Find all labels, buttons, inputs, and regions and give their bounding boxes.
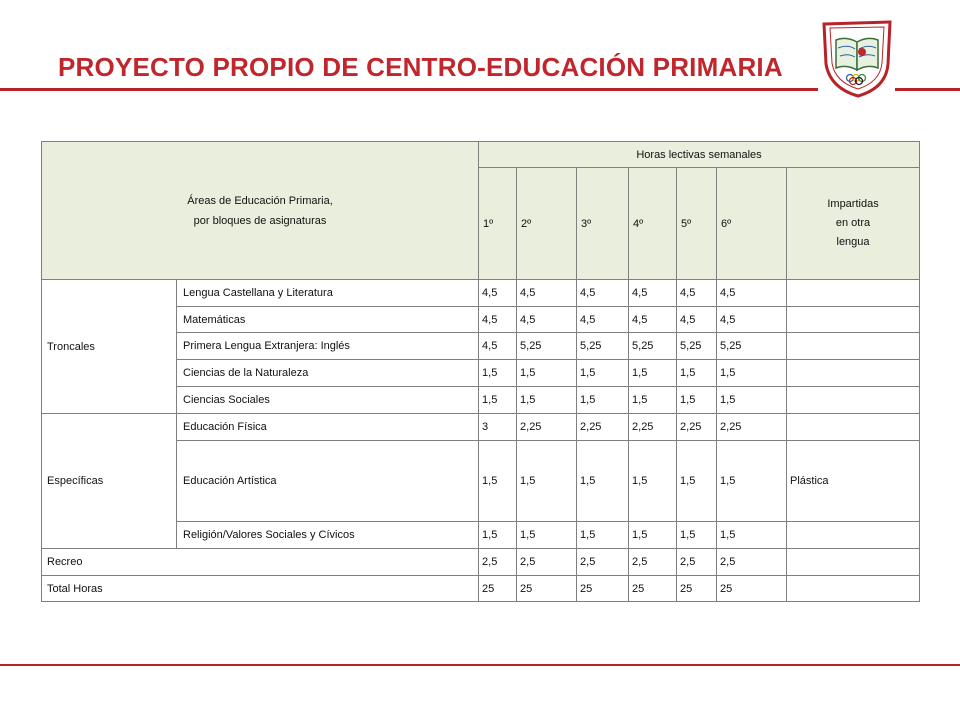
hours-cell: 2,5 (629, 549, 677, 576)
table-row (42, 414, 920, 441)
hours-cell: 1,5 (677, 522, 717, 549)
course-header: 4º (629, 168, 677, 280)
hours-cell: 5,25 (717, 333, 787, 360)
category-cell: Troncales (42, 280, 177, 414)
hours-cell: 2,25 (717, 414, 787, 441)
hours-cell: 2,5 (479, 549, 517, 576)
language-cell (787, 333, 920, 360)
recreo-label: Recreo (42, 549, 479, 576)
hours-cell: 25 (677, 576, 717, 602)
language-header-line3: lengua (836, 236, 870, 248)
header-rule-left (0, 88, 818, 91)
subject-cell: Educación Artística (177, 441, 479, 522)
hours-header: Horas lectivas semanales (479, 142, 920, 168)
language-cell (787, 387, 920, 414)
hours-cell: 1,5 (629, 387, 677, 414)
subject-cell: Primera Lengua Extranjera: Inglés (177, 333, 479, 360)
course-header: 6º (717, 168, 787, 280)
recreo-row (42, 549, 920, 576)
course-header: 2º (517, 168, 577, 280)
language-cell (787, 360, 920, 387)
hours-cell: 4,5 (677, 307, 717, 333)
language-header-line1: Impartidas (827, 198, 879, 210)
hours-cell: 1,5 (717, 441, 787, 522)
language-cell (787, 576, 920, 602)
hours-cell: 3 (479, 414, 517, 441)
hours-cell: 5,25 (677, 333, 717, 360)
hours-cell: 4,5 (479, 333, 517, 360)
hours-cell: 4,5 (717, 307, 787, 333)
hours-cell: 5,25 (517, 333, 577, 360)
hours-cell: 1,5 (517, 360, 577, 387)
area-header-line2: por bloques de asignaturas (193, 214, 327, 227)
hours-cell: 2,25 (517, 414, 577, 441)
page-title: PROYECTO PROPIO DE CENTRO-EDUCACIÓN PRIMARIA (58, 52, 783, 82)
language-cell (787, 414, 920, 441)
hours-cell: 1,5 (479, 360, 517, 387)
total-row (42, 576, 920, 602)
table-row (42, 280, 920, 307)
hours-cell: 4,5 (577, 307, 629, 333)
hours-cell: 4,5 (517, 280, 577, 307)
footer-rule (0, 664, 960, 666)
hours-cell: 5,25 (577, 333, 629, 360)
hours-cell: 1,5 (717, 387, 787, 414)
course-header: 1º (479, 168, 517, 280)
hours-cell: 25 (577, 576, 629, 602)
hours-cell: 1,5 (479, 441, 517, 522)
hours-cell: 1,5 (479, 522, 517, 549)
hours-cell: 1,5 (677, 387, 717, 414)
total-label: Total Horas (42, 576, 479, 602)
hours-cell: 4,5 (677, 280, 717, 307)
subject-cell: Religión/Valores Sociales y Cívicos (177, 522, 479, 549)
course-header: 3º (577, 168, 629, 280)
hours-cell: 1,5 (629, 441, 677, 522)
hours-cell: 25 (629, 576, 677, 602)
header-row-1 (42, 142, 920, 168)
language-cell (787, 307, 920, 333)
hours-cell: 1,5 (717, 522, 787, 549)
hours-cell: 1,5 (677, 441, 717, 522)
hours-cell: 25 (517, 576, 577, 602)
hours-cell: 4,5 (577, 280, 629, 307)
school-crest-logo (818, 18, 896, 98)
category-cell: Específicas (42, 414, 177, 549)
course-header: 5º (677, 168, 717, 280)
hours-cell: 4,5 (717, 280, 787, 307)
hours-cell: 2,25 (577, 414, 629, 441)
language-cell (787, 522, 920, 549)
hours-cell: 25 (717, 576, 787, 602)
hours-cell: 4,5 (479, 307, 517, 333)
subject-cell: Lengua Castellana y Literatura (177, 280, 479, 307)
hours-cell: 1,5 (577, 360, 629, 387)
hours-cell: 2,25 (629, 414, 677, 441)
subject-cell: Ciencias de la Naturaleza (177, 360, 479, 387)
hours-cell: 4,5 (479, 280, 517, 307)
subject-cell: Matemáticas (177, 307, 479, 333)
subject-cell: Educación Física (177, 414, 479, 441)
hours-cell: 1,5 (479, 387, 517, 414)
hours-cell: 2,5 (517, 549, 577, 576)
hours-cell: 2,5 (717, 549, 787, 576)
hours-cell: 1,5 (517, 441, 577, 522)
subject-cell: Ciencias Sociales (177, 387, 479, 414)
hours-cell: 2,25 (677, 414, 717, 441)
hours-cell: 1,5 (629, 522, 677, 549)
hours-cell: 1,5 (577, 387, 629, 414)
hours-cell: 1,5 (517, 522, 577, 549)
hours-cell: 4,5 (629, 280, 677, 307)
hours-cell: 2,5 (677, 549, 717, 576)
hours-cell: 4,5 (517, 307, 577, 333)
schedule-table (41, 141, 920, 602)
hours-cell: 4,5 (629, 307, 677, 333)
hours-cell: 2,5 (577, 549, 629, 576)
hours-cell: 1,5 (517, 387, 577, 414)
area-header-line1: Áreas de Educación Primaria, (187, 194, 333, 207)
language-cell (787, 549, 920, 576)
language-header-line2: en otra (835, 217, 871, 229)
hours-cell: 1,5 (629, 360, 677, 387)
header-rule-right (895, 88, 960, 91)
language-cell (787, 280, 920, 307)
area-header (42, 142, 479, 280)
hours-cell: 5,25 (629, 333, 677, 360)
language-header (787, 168, 920, 280)
hours-cell: 25 (479, 576, 517, 602)
hours-cell: 1,5 (717, 360, 787, 387)
hours-cell: 1,5 (677, 360, 717, 387)
hours-cell: 1,5 (577, 522, 629, 549)
hours-cell: 1,5 (577, 441, 629, 522)
language-cell: Plástica (787, 441, 920, 522)
